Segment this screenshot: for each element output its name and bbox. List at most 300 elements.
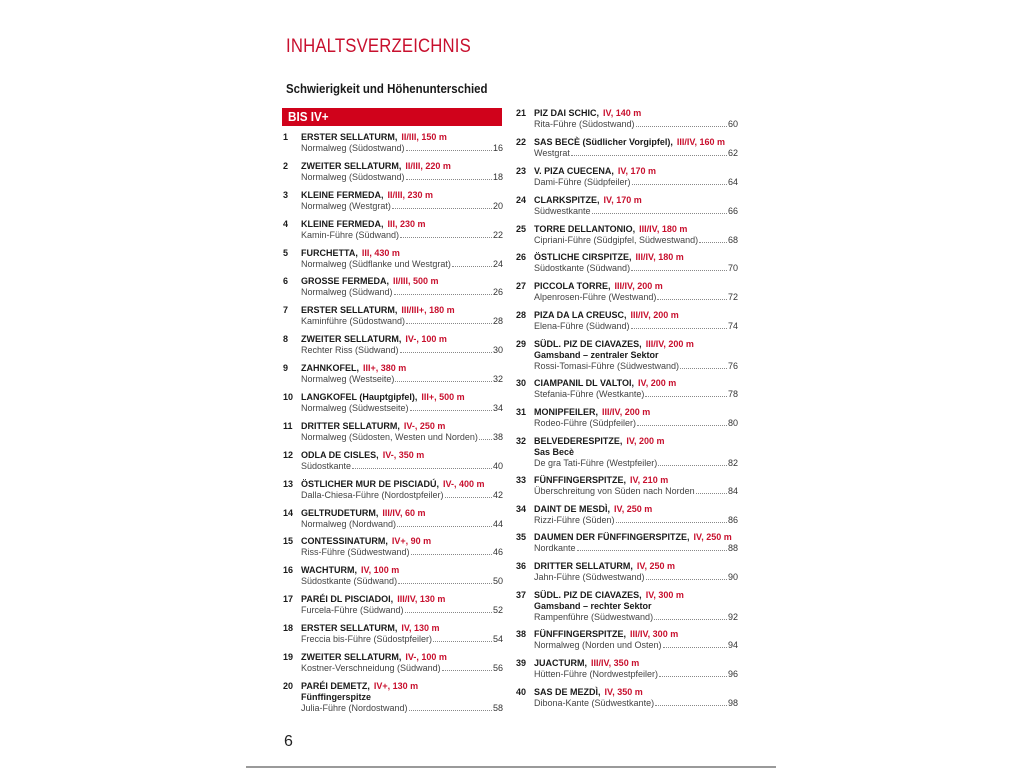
- route-name: Westgrat: [534, 147, 570, 158]
- toc-entry[interactable]: [283, 652, 503, 681]
- difficulty-grade: II/III, 220 m: [405, 160, 451, 171]
- route-name: Dalla-Chiesa-Führe (Nordostpfeiler): [301, 489, 444, 500]
- difficulty-grade: III/IV, 200 m: [614, 281, 663, 292]
- dot-leader: [592, 206, 727, 214]
- route-name: Freccia bis-Führe (Südostpfeiler): [301, 634, 433, 645]
- route-line: [516, 543, 738, 554]
- entry-number: 24: [516, 194, 527, 205]
- dot-leader: [631, 321, 727, 329]
- dot-leader: [699, 235, 727, 243]
- page-reference: 46: [492, 547, 503, 558]
- difficulty-grade: III/IV, 130 m: [397, 594, 446, 605]
- entry-number: 37: [516, 590, 527, 601]
- route-line: [283, 634, 503, 645]
- entry-number: 34: [516, 503, 527, 514]
- route-name: Rizzi-Führe (Süden): [534, 514, 615, 525]
- toc-entry[interactable]: [516, 658, 738, 687]
- entry-number: 7: [283, 305, 289, 316]
- dot-leader: [631, 263, 727, 271]
- page-reference: 32: [492, 374, 503, 385]
- route-line: [283, 605, 503, 616]
- toc-entry-header: [516, 436, 738, 447]
- page-reference: 42: [492, 489, 503, 500]
- toc-entry-header: [283, 305, 503, 316]
- peak-name: ODLA DE CISLES,: [301, 449, 379, 460]
- toc-entry-header: [516, 281, 738, 292]
- route-name: Nordkante: [534, 543, 576, 554]
- entry-number: 27: [516, 281, 527, 292]
- peak-name: CLARKSPITZE,: [534, 194, 600, 205]
- page-reference: 52: [492, 605, 503, 616]
- page-reference: 74: [727, 321, 738, 332]
- page-reference: 68: [727, 234, 738, 245]
- peak-subline: [516, 350, 738, 361]
- dot-leader: [352, 461, 492, 469]
- toc-entry[interactable]: [283, 479, 503, 508]
- toc-entry-header: [516, 475, 738, 486]
- route-name: Hütten-Führe (Nordwestpfeiler): [534, 669, 659, 680]
- dot-leader: [398, 576, 492, 584]
- toc-entry[interactable]: [283, 508, 503, 537]
- difficulty-grade: IV-, 100 m: [405, 334, 447, 345]
- route-line: [516, 148, 738, 159]
- route-line: [516, 640, 738, 651]
- entry-number: 39: [516, 658, 527, 669]
- page-reference: 20: [492, 200, 503, 211]
- page-reference: 94: [727, 640, 738, 651]
- entry-number: 17: [283, 594, 294, 605]
- toc-entry[interactable]: [516, 532, 738, 561]
- entry-number: 38: [516, 629, 527, 640]
- toc-entry[interactable]: [283, 248, 503, 277]
- route-line: [283, 259, 503, 270]
- dot-leader: [659, 669, 727, 677]
- entry-number: 28: [516, 310, 527, 321]
- route-name: Kostner-Verschneidung (Südwand): [301, 663, 441, 674]
- peak-subline: [516, 601, 738, 612]
- difficulty-grade: IV+, 130 m: [373, 680, 419, 691]
- route-line: [283, 703, 503, 714]
- route-line: [283, 461, 503, 472]
- route-line: [516, 361, 738, 372]
- page-reference: 88: [727, 543, 738, 554]
- difficulty-grade: IV, 100 m: [361, 565, 400, 576]
- peak-name: PARÉI DL PISCIADOI,: [301, 594, 394, 605]
- peak-name: BELVEDERESPITZE,: [534, 435, 623, 446]
- difficulty-grade: IV-, 350 m: [382, 449, 425, 460]
- entry-number: 12: [283, 449, 294, 460]
- page-reference: 54: [492, 634, 503, 645]
- toc-column-right: [516, 108, 738, 716]
- toc-entry[interactable]: [516, 504, 738, 533]
- toc-entry-header: [283, 219, 503, 230]
- route-line: [516, 515, 738, 526]
- route-line: [516, 206, 738, 217]
- toc-entry-header: [516, 195, 738, 206]
- route-line: [283, 287, 503, 298]
- page-number: 6: [284, 733, 293, 750]
- peak-name: GELTRUDETURM,: [301, 507, 379, 518]
- route-line: [516, 389, 738, 400]
- toc-entry-header: [283, 508, 503, 519]
- route-line: [516, 292, 738, 303]
- difficulty-grade: III+, 500 m: [421, 392, 465, 403]
- route-name: Normalweg (Westgrat): [301, 200, 391, 211]
- entry-number: 3: [283, 189, 289, 200]
- toc-entry-header: [283, 132, 503, 143]
- dot-leader: [616, 515, 727, 523]
- toc-entry[interactable]: [283, 219, 503, 248]
- difficulty-grade: II/III, 150 m: [401, 132, 447, 142]
- dot-leader: [645, 389, 727, 397]
- dot-leader: [655, 698, 727, 706]
- peak-name: PARÉI DEMETZ,: [301, 680, 370, 691]
- entry-number: 35: [516, 532, 527, 543]
- route-name: Alpenrosen-Führe (Westwand): [534, 292, 657, 303]
- entry-number: 10: [283, 392, 294, 403]
- toc-entry-header: [516, 590, 738, 601]
- difficulty-grade: III/IV, 200 m: [602, 406, 651, 417]
- page-reference: 90: [727, 572, 738, 583]
- route-line: [283, 143, 503, 154]
- route-name: Normalweg (Südwestseite): [301, 403, 409, 414]
- route-name: Normalweg (Nordwand): [301, 518, 397, 529]
- difficulty-grade: III+, 380 m: [363, 363, 407, 374]
- peak-name: KLEINE FERMEDA,: [301, 218, 384, 229]
- toc-entry-header: [516, 339, 738, 350]
- peak-name: CONTESSINATURM,: [301, 536, 388, 547]
- difficulty-grade: IV, 170 m: [617, 165, 657, 176]
- route-name: Rossi-Tomasi-Führe (Südwestwand): [534, 361, 680, 372]
- toc-entry-header: [516, 561, 738, 572]
- toc-entry[interactable]: [283, 392, 503, 421]
- route-name: Überschreitung von Süden nach Norden: [534, 485, 695, 496]
- entry-number: 22: [516, 136, 527, 147]
- toc-entry-header: [283, 536, 503, 547]
- toc-entry[interactable]: [516, 407, 738, 436]
- difficulty-grade: IV, 140 m: [603, 108, 642, 118]
- route-name: Südostkante: [301, 460, 352, 471]
- peak-name: SAS DE MEZDÌ,: [534, 686, 601, 697]
- toc-entry[interactable]: [516, 195, 738, 224]
- toc-entry-header: [283, 363, 503, 374]
- toc-column-left: [283, 132, 503, 720]
- route-line: [283, 432, 503, 443]
- peak-name: ZAHNKOFEL,: [301, 363, 359, 374]
- dot-leader: [479, 432, 492, 440]
- toc-entry[interactable]: [516, 281, 738, 310]
- difficulty-grade: IV, 130 m: [401, 623, 440, 634]
- section-subtitle: Schwierigkeit und Höhenunterschied: [286, 81, 488, 96]
- route-name: Normalweg (Norden und Osten): [534, 640, 662, 651]
- toc-entry[interactable]: [516, 224, 738, 253]
- peak-name: FÜNFFINGERSPITZE,: [534, 629, 626, 640]
- page-reference: 18: [492, 171, 503, 182]
- toc-entry-header: [516, 532, 738, 543]
- peak-name: ZWEITER SELLATURM,: [301, 160, 402, 171]
- toc-entry-header: [516, 252, 738, 263]
- route-line: [283, 490, 503, 501]
- dot-leader: [411, 547, 492, 555]
- page-reference: 40: [492, 460, 503, 471]
- toc-entry-header: [283, 594, 503, 605]
- route-name: Normalweg (Westseite): [301, 374, 395, 385]
- difficulty-grade: IV, 200 m: [626, 435, 665, 446]
- route-name: Rodeo-Führe (Südpfeiler): [534, 417, 637, 428]
- entry-number: 25: [516, 223, 527, 234]
- entry-number: 19: [283, 652, 294, 663]
- toc-entry[interactable]: [283, 132, 503, 161]
- route-name: Rampenführe (Südwestwand): [534, 612, 654, 623]
- toc-entry[interactable]: [283, 450, 503, 479]
- route-name: Normalweg (Südosten, Westen und Norden): [301, 431, 478, 442]
- page-reference: 80: [727, 417, 738, 428]
- route-line: [283, 519, 503, 530]
- route-line: [283, 172, 503, 183]
- dot-leader: [405, 605, 492, 613]
- page-reference: 78: [727, 389, 738, 400]
- entry-number: 11: [283, 420, 293, 431]
- entry-number: 26: [516, 252, 527, 263]
- page-reference: 72: [727, 292, 738, 303]
- route-line: [516, 572, 738, 583]
- difficulty-grade: II/III, 500 m: [393, 276, 439, 287]
- route-name: Rita-Führe (Südostwand): [534, 119, 635, 129]
- toc-entry[interactable]: [283, 334, 503, 363]
- peak-name: DRITTER SELLATURM,: [534, 561, 633, 572]
- peak-name: DAINT DE MESDÌ,: [534, 503, 611, 514]
- peak-name: ÖSTLICHE CIRSPITZE,: [534, 252, 632, 263]
- dot-leader: [654, 612, 727, 620]
- page-reference: 70: [727, 263, 738, 274]
- peak-name: SÜDL. PIZ DE CIAVAZES,: [534, 590, 642, 601]
- page-reference: 84: [727, 485, 738, 496]
- page-reference: 98: [727, 697, 738, 708]
- route-name: Furcela-Führe (Südwand): [301, 605, 404, 616]
- toc-entry[interactable]: [516, 590, 738, 629]
- toc-entry[interactable]: [516, 378, 738, 407]
- peak-name: SÜDL. PIZ DE CIAVAZES,: [534, 339, 642, 350]
- toc-entry[interactable]: [283, 594, 503, 623]
- peak-subline: [283, 692, 503, 703]
- page-reference: 26: [492, 287, 503, 298]
- entry-number: 29: [516, 339, 527, 350]
- dot-leader: [632, 177, 727, 185]
- difficulty-grade: III/IV, 60 m: [382, 507, 426, 518]
- page-reference: 50: [492, 576, 503, 587]
- toc-entry-header: [516, 378, 738, 389]
- route-line: [283, 547, 503, 558]
- page-reference: 22: [492, 229, 503, 240]
- route-name: Normalweg (Südwand): [301, 287, 393, 298]
- peak-name: GROSSE FERMEDA,: [301, 276, 390, 287]
- peak-subline-text: Gamsband – zentraler Sektor: [534, 350, 659, 361]
- route-name: Normalweg (Südostwand): [301, 143, 405, 153]
- toc-entry[interactable]: [283, 421, 503, 450]
- route-line: [516, 418, 738, 429]
- route-line: [516, 177, 738, 188]
- entry-number: 13: [283, 478, 294, 489]
- difficulty-grade: III/IV, 200 m: [645, 339, 694, 350]
- dot-leader: [410, 403, 492, 411]
- toc-entry[interactable]: [516, 108, 738, 137]
- toc-entry[interactable]: [516, 137, 738, 166]
- page-reference: 66: [727, 205, 738, 216]
- peak-name: ERSTER SELLATURM,: [301, 132, 398, 142]
- peak-name: WACHTURM,: [301, 565, 357, 576]
- toc-entry[interactable]: [283, 681, 503, 720]
- difficulty-grade: IV-, 100 m: [405, 652, 447, 663]
- difficulty-grade: IV, 200 m: [638, 378, 677, 389]
- toc-entry[interactable]: [283, 623, 503, 652]
- page-title: INHALTSVERZEICHNIS: [286, 36, 471, 57]
- toc-entry-header: [516, 658, 738, 669]
- toc-entry[interactable]: [283, 363, 503, 392]
- route-name: Dibona-Kante (Südwestkante): [534, 697, 655, 708]
- peak-name: KLEINE FERMEDA,: [301, 189, 384, 200]
- route-name: Cipriani-Führe (Südgipfel, Südwestwand): [534, 234, 699, 245]
- dot-leader: [696, 486, 727, 494]
- entry-number: 18: [283, 623, 294, 634]
- entry-number: 30: [516, 378, 527, 389]
- peak-name: JUACTURM,: [534, 658, 587, 669]
- route-line: [283, 316, 503, 327]
- peak-subline-text: Sas Becè: [534, 446, 575, 457]
- toc-entry-header: [283, 623, 503, 634]
- entry-number: 14: [283, 507, 294, 518]
- toc-entry-header: [516, 687, 738, 698]
- peak-subline-text: Gamsband – rechter Sektor: [534, 601, 652, 612]
- difficulty-grade: III/IV, 160 m: [676, 136, 726, 147]
- dot-leader: [409, 703, 492, 711]
- difficulty-grade: IV, 210 m: [630, 474, 669, 485]
- toc-entry-header: [283, 450, 503, 461]
- dot-leader: [406, 316, 492, 324]
- toc-entry[interactable]: [283, 536, 503, 565]
- toc-entry[interactable]: [283, 276, 503, 305]
- route-name: De gra Tati-Führe (Westpfeiler): [534, 457, 658, 468]
- page-reference: 60: [727, 119, 738, 129]
- peak-name: PICCOLA TORRE,: [534, 281, 611, 292]
- toc-entry[interactable]: [283, 190, 503, 219]
- peak-name: LANGKOFEL (Hauptgipfel),: [301, 392, 418, 403]
- toc-entry-header: [516, 629, 738, 640]
- toc-entry-header: [283, 161, 503, 172]
- entry-number: 31: [516, 406, 527, 417]
- route-name: Normalweg (Südostwand): [301, 171, 405, 182]
- toc-entry-header: [283, 248, 503, 259]
- toc-entry-header: [516, 504, 738, 515]
- entry-number: 33: [516, 474, 527, 485]
- route-line: [283, 201, 503, 212]
- difficulty-grade: IV, 250 m: [693, 532, 732, 543]
- toc-entry[interactable]: [516, 475, 738, 504]
- page-reference: 62: [727, 147, 738, 158]
- toc-entry-header: [516, 166, 738, 177]
- difficulty-grade: IV, 250 m: [636, 561, 676, 572]
- toc-entry-header: [283, 334, 503, 345]
- peak-name: PIZ DAI SCHIC,: [534, 108, 600, 118]
- toc-entry-header: [516, 137, 738, 148]
- dot-leader: [452, 259, 492, 267]
- toc-entry[interactable]: [516, 310, 738, 339]
- difficulty-grade: III, 230 m: [387, 218, 426, 229]
- dot-leader: [406, 143, 492, 151]
- toc-entry-header: [283, 681, 503, 692]
- toc-entry[interactable]: [516, 252, 738, 281]
- peak-name: PIZA DA LA CREUSC,: [534, 310, 627, 321]
- dot-leader: [571, 148, 727, 156]
- dot-leader: [657, 292, 727, 300]
- toc-entry[interactable]: [516, 629, 738, 658]
- entry-number: 9: [283, 363, 289, 374]
- route-name: Kamin-Führe (Südwand): [301, 229, 400, 240]
- peak-name: V. PIZA CUECENA,: [534, 165, 614, 176]
- page-reference: 44: [492, 518, 503, 529]
- dot-leader: [397, 519, 492, 527]
- difficulty-banner-label: BIS IV+: [288, 109, 329, 124]
- toc-entry-header: [516, 224, 738, 235]
- toc-entry[interactable]: [283, 565, 503, 594]
- entry-number: 4: [283, 218, 289, 229]
- peak-subline: [516, 447, 738, 458]
- route-name: Südwestkante: [534, 205, 591, 216]
- difficulty-grade: III, 430 m: [361, 247, 400, 258]
- page-reference: 24: [492, 258, 503, 269]
- difficulty-grade: III/IV, 350 m: [591, 658, 640, 669]
- toc-entry-header: [516, 108, 738, 119]
- toc-entry[interactable]: [516, 339, 738, 378]
- peak-name: DRITTER SELLATURM,: [301, 420, 400, 431]
- route-name: Stefania-Führe (Westkante): [534, 389, 645, 400]
- peak-name: FÜNFFINGERSPITZE,: [534, 474, 626, 485]
- peak-name: TORRE DELLANTONIO,: [534, 223, 636, 234]
- toc-entry[interactable]: [516, 687, 738, 716]
- route-name: Südostkante (Südwand): [534, 263, 631, 274]
- dot-leader: [636, 119, 727, 127]
- dot-leader: [680, 361, 727, 369]
- page-reference: 30: [492, 345, 503, 356]
- toc-entry[interactable]: [516, 561, 738, 590]
- entry-number: 1: [283, 132, 289, 142]
- route-line: [516, 669, 738, 680]
- toc-entry[interactable]: [283, 305, 503, 334]
- toc-entry[interactable]: [516, 436, 738, 475]
- dot-leader: [637, 418, 727, 426]
- peak-name: SAS BECÈ (Südlicher Vorgipfel),: [534, 136, 673, 147]
- page-reference: 64: [727, 176, 738, 187]
- page-reference: 34: [492, 403, 503, 414]
- toc-entry[interactable]: [516, 166, 738, 195]
- route-name: Julia-Führe (Nordostwand): [301, 702, 408, 713]
- page-reference: 92: [727, 612, 738, 623]
- peak-name: ERSTER SELLATURM,: [301, 305, 398, 316]
- entry-number: 23: [516, 165, 527, 176]
- toc-entry-header: [283, 652, 503, 663]
- page-reference: 76: [727, 361, 738, 372]
- entry-number: 20: [283, 680, 294, 691]
- route-name: Südostkante (Südwand): [301, 576, 398, 587]
- difficulty-grade: III/IV, 300 m: [630, 629, 679, 640]
- dot-leader: [663, 640, 727, 648]
- difficulty-grade: II/III, 230 m: [387, 189, 434, 200]
- peak-name: ZWEITER SELLATURM,: [301, 334, 402, 345]
- route-line: [516, 486, 738, 497]
- dot-leader: [658, 458, 727, 466]
- route-name: Kaminführe (Südostwand): [301, 316, 406, 327]
- entry-number: 16: [283, 565, 294, 576]
- toc-entry[interactable]: [283, 161, 503, 190]
